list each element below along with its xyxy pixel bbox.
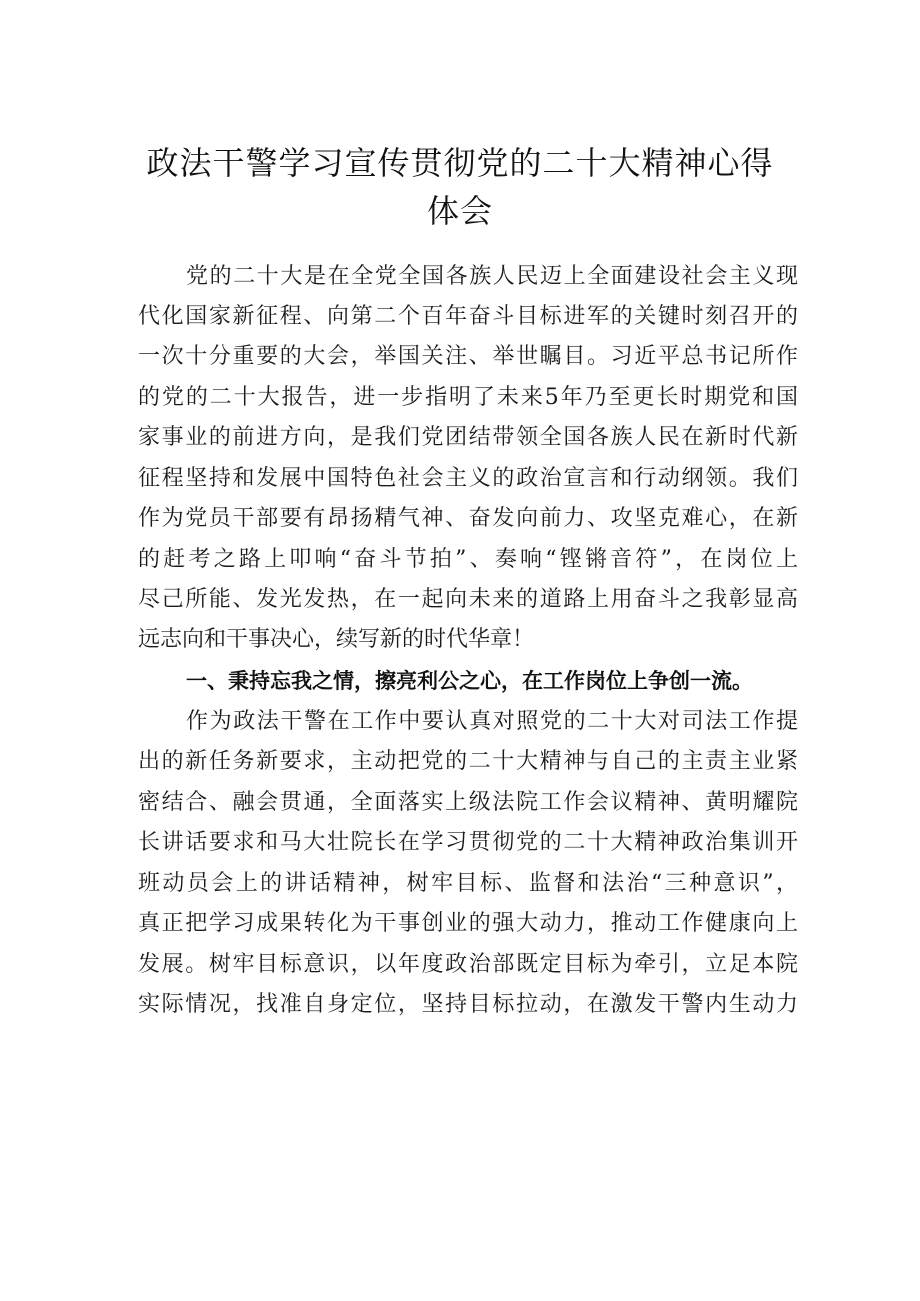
paragraph-line: 密结合、融会贯通，全面落实上级法院工作会议精神、黄明耀院 bbox=[138, 790, 798, 815]
section-heading-1: 一、秉持忘我之情，擦亮利公之心，在工作岗位上争创一流。 bbox=[186, 669, 753, 693]
paragraph-line: 长讲话要求和马大壮院长在学习贯彻党的二十大精神政治集训开 bbox=[138, 830, 798, 855]
paragraph-line: 实际情况，找准自身定位，坚持目标拉动，在激发干警内生动力 bbox=[138, 992, 798, 1017]
paragraph-line: 出的新任务新要求，主动把党的二十大精神与自己的主责主业紧 bbox=[138, 749, 798, 774]
paragraph-line: 家事业的前进方向，是我们党团结带领全国各族人民在新时代新 bbox=[138, 425, 798, 450]
paragraph-line: 班动员会上的讲话精神，树牢目标、监督和法治“三种意识”， bbox=[138, 871, 798, 896]
paragraph-line: 一次十分重要的大会，举国关注、举世瞩目。习近平总书记所作 bbox=[138, 344, 798, 369]
paragraph-line: 征程坚持和发展中国特色社会主义的政治宣言和行动纲领。我们 bbox=[138, 466, 798, 491]
paragraph-line: 尽己所能、发光发热，在一起向未来的道路上用奋斗之我彰显高 bbox=[138, 587, 798, 612]
paragraph-line: 发展。树牢目标意识，以年度政治部既定目标为牵引，立足本院 bbox=[138, 952, 798, 977]
paragraph-line: 代化国家新征程、向第二个百年奋斗目标进军的关键时刻召开的 bbox=[138, 304, 798, 329]
paragraph-line: 的党的二十大报告，进一步指明了未来5年乃至更长时期党和国 bbox=[138, 385, 798, 410]
paragraph-line: 真正把学习成果转化为干事创业的强大动力，推动工作健康向上 bbox=[138, 911, 798, 936]
document-title-line-1: 政法干警学习宣传贯彻党的二十大精神心得 bbox=[146, 144, 774, 182]
paragraph-line: 远志向和干事决心，续写新的时代华章！ bbox=[138, 627, 535, 652]
paragraph-line: 作为党员干部要有昂扬精气神、奋发向前力、攻坚克难心，在新 bbox=[138, 506, 798, 531]
paragraph-line: 作为政法干警在工作中要认真对照党的二十大对司法工作提 bbox=[186, 709, 798, 734]
paragraph-line: 的赶考之路上叩响“奋斗节拍”、奏响“铿锵音符”，在岗位上 bbox=[138, 547, 798, 572]
paragraph-line: 党的二十大是在全党全国各族人民迈上全面建设社会主义现 bbox=[186, 264, 798, 289]
document-title-line-2: 体会 bbox=[426, 192, 493, 230]
